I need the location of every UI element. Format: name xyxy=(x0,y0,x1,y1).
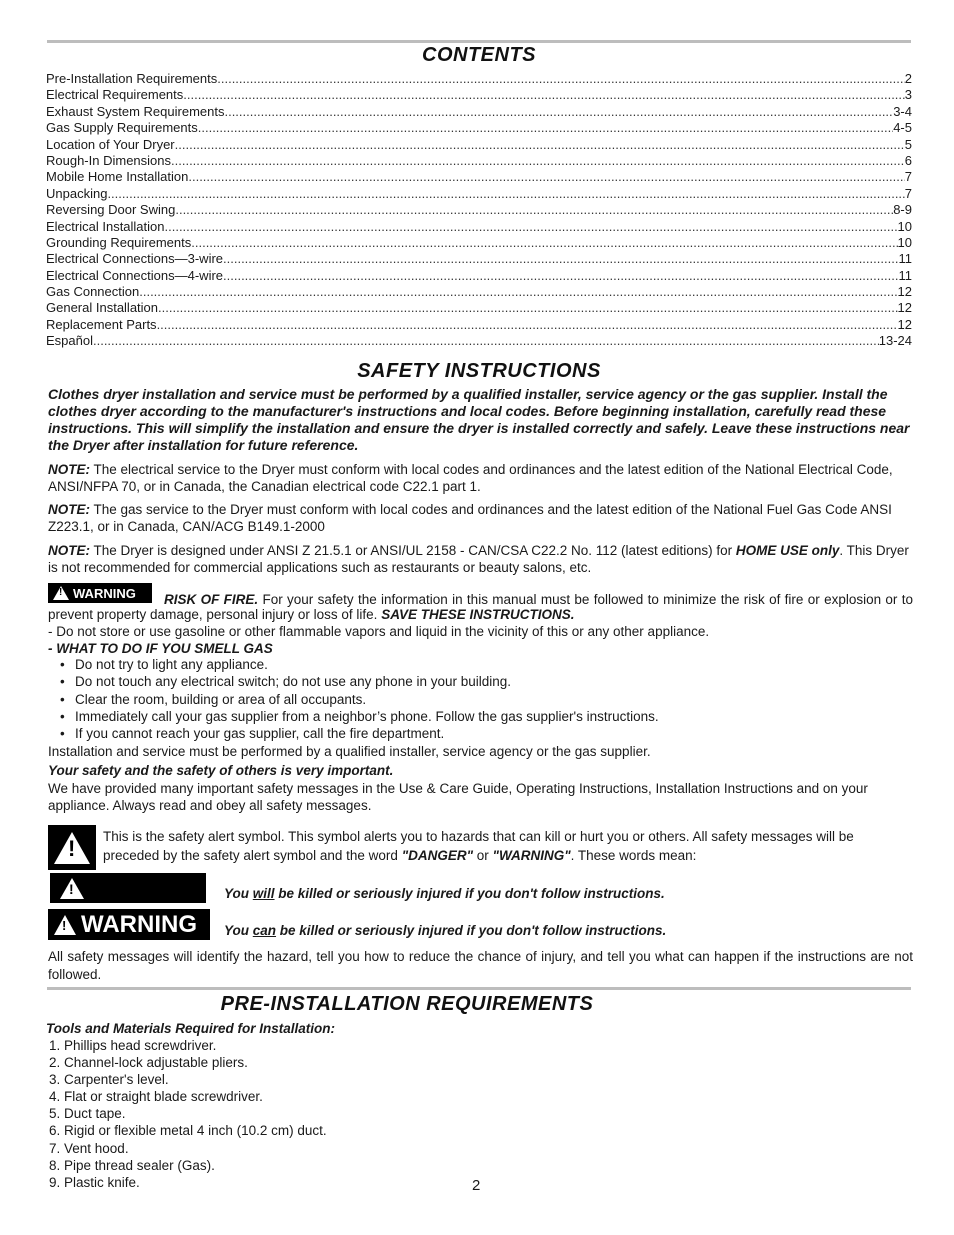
toc-entry-page: 13-24 xyxy=(878,333,912,349)
alert-or: or xyxy=(476,848,489,863)
tools-heading: Tools and Materials Required for Installation: xyxy=(46,1021,336,1036)
gas-step-text: If you cannot reach your gas supplier, call the fire department. xyxy=(75,726,445,742)
alert-danger-word: "DANGER" xyxy=(401,848,473,863)
toc-entry-title: Electrical Connections—3-wire xyxy=(46,251,224,267)
safety-important: Your safety and the safety of others is very important. xyxy=(48,763,394,778)
note-label: NOTE: xyxy=(48,502,90,517)
toc-entry-title: Español xyxy=(46,333,93,349)
alert-end: . These words mean: xyxy=(570,848,697,863)
toc-leader-dots xyxy=(188,169,904,185)
toc-leader-dots xyxy=(223,251,898,267)
danger-triangle-icon: ! xyxy=(60,878,84,899)
note-gas-text: The gas service to the Dryer must conform with local codes and ordinances and the latest edition of the National Fuel Gas Code ANSI Z223.1, or in Canada, CAN/ACG B149.1-2000 xyxy=(48,502,892,534)
all-safety-messages: All safety messages will identify the hazard, tell you how to reduce the chance of injury, and tell you what can happen if the instructions are not followed. xyxy=(48,949,913,982)
smell-gas-heading: - WHAT TO DO IF YOU SMELL GAS xyxy=(48,641,273,656)
toc-entry-page: 5 xyxy=(904,136,912,152)
danger-rest: be killed or seriously injured if you don't follow instructions. xyxy=(278,886,665,901)
safety-alert-icon: ! xyxy=(48,825,96,870)
risk-of-fire xyxy=(48,592,913,622)
toc-entry-title: General Installation xyxy=(46,300,159,316)
toc-entry xyxy=(46,104,912,120)
pre-install-rule xyxy=(47,987,911,990)
toc-entry-title: Reversing Door Swing xyxy=(46,202,176,218)
gas-step-text: Clear the room, building or area of all occupants. xyxy=(75,691,367,707)
warning-badge-label: WARNING xyxy=(73,585,136,601)
tools-list xyxy=(49,1037,327,1191)
note-label: NOTE: xyxy=(48,462,90,477)
toc-entry xyxy=(46,317,912,333)
warning-triangle-icon: ! xyxy=(53,586,69,600)
page-number: 2 xyxy=(472,1177,481,1194)
do-not-store: - Do not store or use gasoline or other flammable vapors and liquid in the vicinity of this or any other appliance. xyxy=(48,624,710,639)
toc-entry-title: Electrical Connections—4-wire xyxy=(46,267,224,283)
toc-entry xyxy=(46,137,912,153)
danger-badge xyxy=(50,873,206,903)
toc-entry xyxy=(46,235,912,251)
toc-entry xyxy=(46,300,912,316)
tool-item: 1. Phillips head screwdriver. xyxy=(49,1038,217,1053)
toc-leader-dots xyxy=(198,120,893,136)
toc-entry xyxy=(46,169,912,185)
note-home-use-text-c: . This Dryer is not recommended for commercial applications such as restaurants or beauty salons, etc. xyxy=(48,543,909,575)
toc-entry xyxy=(46,186,912,202)
toc-entry-title: Location of Your Dryer xyxy=(46,136,175,152)
warning-you: You xyxy=(224,923,249,938)
danger-you: You xyxy=(224,886,249,901)
toc-entry-page: 7 xyxy=(904,169,912,185)
toc-entry-page: 8-9 xyxy=(893,202,912,218)
toc-entry-page: 11 xyxy=(898,251,912,267)
gas-step-item xyxy=(60,725,910,742)
toc-entry xyxy=(46,87,912,103)
toc-leader-dots xyxy=(191,235,897,251)
warning-large-triangle-icon: ! xyxy=(54,915,76,935)
gas-step-item xyxy=(60,708,910,725)
toc-entry-title: Rough-In Dimensions xyxy=(46,152,172,168)
note-home-use xyxy=(48,542,913,576)
toc-entry-page: 3 xyxy=(904,87,912,103)
toc-entry xyxy=(46,268,912,284)
toc-entry-title: Exhaust System Requirements xyxy=(46,103,225,119)
safety-heading: SAFETY INSTRUCTIONS xyxy=(357,360,601,382)
gas-step-text: Do not touch any electrical switch; do not use any phone in your building. xyxy=(75,674,512,690)
home-use-emphasis: HOME USE only xyxy=(735,543,840,558)
danger-will: will xyxy=(252,886,275,901)
toc-entry-page: 6 xyxy=(904,152,912,168)
bullet-dot: • xyxy=(60,726,65,742)
toc-entry-title: Pre-Installation Requirements xyxy=(46,71,218,86)
toc-entry-page: 12 xyxy=(897,316,912,332)
toc-entry-page: 10 xyxy=(897,218,912,234)
toc-entry-title: Electrical Requirements xyxy=(46,87,184,103)
toc-leader-dots xyxy=(157,317,898,333)
toc-leader-dots xyxy=(175,137,905,153)
bullet-dot: • xyxy=(60,674,65,690)
save-instructions: SAVE THESE INSTRUCTIONS. xyxy=(381,607,575,622)
toc-entry xyxy=(46,219,912,235)
toc-entry xyxy=(46,251,912,267)
toc-leader-dots xyxy=(224,104,893,120)
alert-warning-word: "WARNING" xyxy=(492,848,571,863)
warning-badge-large xyxy=(48,909,210,940)
toc-entry xyxy=(46,202,912,218)
note-gas xyxy=(48,501,913,535)
gas-step-item xyxy=(60,691,910,708)
toc-leader-dots xyxy=(223,268,898,284)
risk-label: RISK OF FIRE. xyxy=(164,592,259,607)
bullet-dot: • xyxy=(60,708,65,724)
toc-entry-page: 4-5 xyxy=(893,120,912,136)
performed-by: Installation and service must be performed by a qualified installer, service agency or the gas supplier. xyxy=(48,744,651,759)
danger-meaning xyxy=(224,885,904,902)
toc-entry-page: 11 xyxy=(898,267,912,283)
tool-item: 9. Plastic knife. xyxy=(49,1174,140,1190)
toc-entry-page: 10 xyxy=(897,234,912,250)
toc-entry-title: Gas Supply Requirements xyxy=(46,120,198,136)
toc-entry-page: 2 xyxy=(904,71,912,86)
toc-leader-dots xyxy=(175,202,893,218)
tool-item: 2. Channel-lock adjustable pliers. xyxy=(49,1055,248,1071)
toc-entry-title: Replacement Parts xyxy=(46,316,157,332)
toc-leader-dots xyxy=(217,71,905,87)
toc-leader-dots xyxy=(171,153,905,169)
toc-entry xyxy=(46,153,912,169)
tool-item: 6. Rigid or flexible metal 4 inch (10.2 cm) duct. xyxy=(49,1123,327,1139)
warning-large-label: WARNING xyxy=(81,910,197,938)
note-label: NOTE: xyxy=(48,543,90,558)
bullet-dot: • xyxy=(60,657,65,672)
toc-leader-dots xyxy=(107,186,904,202)
tool-item: 4. Flat or straight blade screwdriver. xyxy=(49,1089,263,1105)
warning-can: can xyxy=(252,923,277,938)
toc-entry-page: 3-4 xyxy=(893,103,912,119)
gas-step-item xyxy=(60,656,910,673)
safety-messages-provided: We have provided many important safety messages in the Use & Care Guide, Operating Instructions, Installation Instructions and on your appliance. Always read and obey all safety messages. xyxy=(48,781,868,813)
gas-step-text: Immediately call your gas supplier from a neighbor’s phone. Follow the gas supplier's instructions. xyxy=(75,708,659,724)
gas-steps-list xyxy=(60,656,910,742)
toc-entry-page: 12 xyxy=(897,284,912,300)
top-rule xyxy=(47,40,911,43)
toc-entry-title: Gas Connection xyxy=(46,284,140,300)
toc-entry xyxy=(46,333,912,349)
toc-leader-dots xyxy=(93,333,879,349)
toc-entry xyxy=(46,284,912,300)
tool-item: 5. Duct tape. xyxy=(49,1106,126,1122)
gas-step-text: Do not try to light any appliance. xyxy=(75,657,268,672)
pre-install-heading: PRE-INSTALLATION REQUIREMENTS xyxy=(220,993,594,1015)
gas-step-item xyxy=(60,673,910,690)
risk-text: For your safety the information in this manual must be followed to minimize the risk of fire or explosion or to prevent property damage, personal injury or loss of life. xyxy=(48,592,913,622)
note-electrical xyxy=(48,461,913,495)
note-home-use-text-a: The Dryer is designed under ANSI Z 21.5.1 or ANSI/UL 2158 - CAN/CSA C22.2 No. 112 (latest editions) for xyxy=(93,543,733,558)
toc-leader-dots xyxy=(183,87,904,103)
toc-entry-title: Grounding Requirements xyxy=(46,234,192,250)
toc-entry-title: Electrical Installation xyxy=(46,218,165,234)
toc-entry-page: 12 xyxy=(897,300,912,316)
tool-item: 3. Carpenter's level. xyxy=(49,1072,169,1088)
toc-leader-dots xyxy=(139,284,897,300)
contents-heading: CONTENTS xyxy=(422,44,536,66)
toc-leader-dots xyxy=(165,219,898,235)
tool-item: 7. Vent hood. xyxy=(49,1140,129,1156)
alert-text-a: This is the safety alert symbol. This symbol alerts you to hazards that can kill or hurt you or others. All safety messages will be preceded by the safety alert symbol and the word xyxy=(103,829,854,863)
tool-item: 8. Pipe thread sealer (Gas). xyxy=(49,1157,215,1173)
bullet-dot: • xyxy=(60,691,65,707)
toc-entry xyxy=(46,71,912,87)
toc-leader-dots xyxy=(158,300,898,316)
contents-list xyxy=(46,71,912,350)
safety-alert-text xyxy=(103,827,903,865)
warning-rest: be killed or seriously injured if you don't follow instructions. xyxy=(279,923,667,938)
safety-intro: Clothes dryer installation and service must be performed by a qualified installer, service agency or the gas supplier. Install the clothes dryer according to the manufacturer's instructions and local codes. Before beginning installation, carefully read these instructions. This will simplify the installation and ensure the dryer is installed correctly and safely. Leave these instructions near the Dryer after installation for future reference. xyxy=(48,386,910,453)
toc-entry-title: Mobile Home Installation xyxy=(46,169,189,185)
toc-entry xyxy=(46,120,912,136)
warning-meaning xyxy=(224,922,904,939)
toc-entry-page: 7 xyxy=(904,185,912,201)
note-electrical-text: The electrical service to the Dryer must conform with local codes and ordinances and the latest edition of the National Electrical Code, ANSI/NFPA 70, or in Canada, the Canadian electrical code C22.1 part 1. xyxy=(48,462,893,494)
toc-entry-title: Unpacking xyxy=(46,185,108,201)
